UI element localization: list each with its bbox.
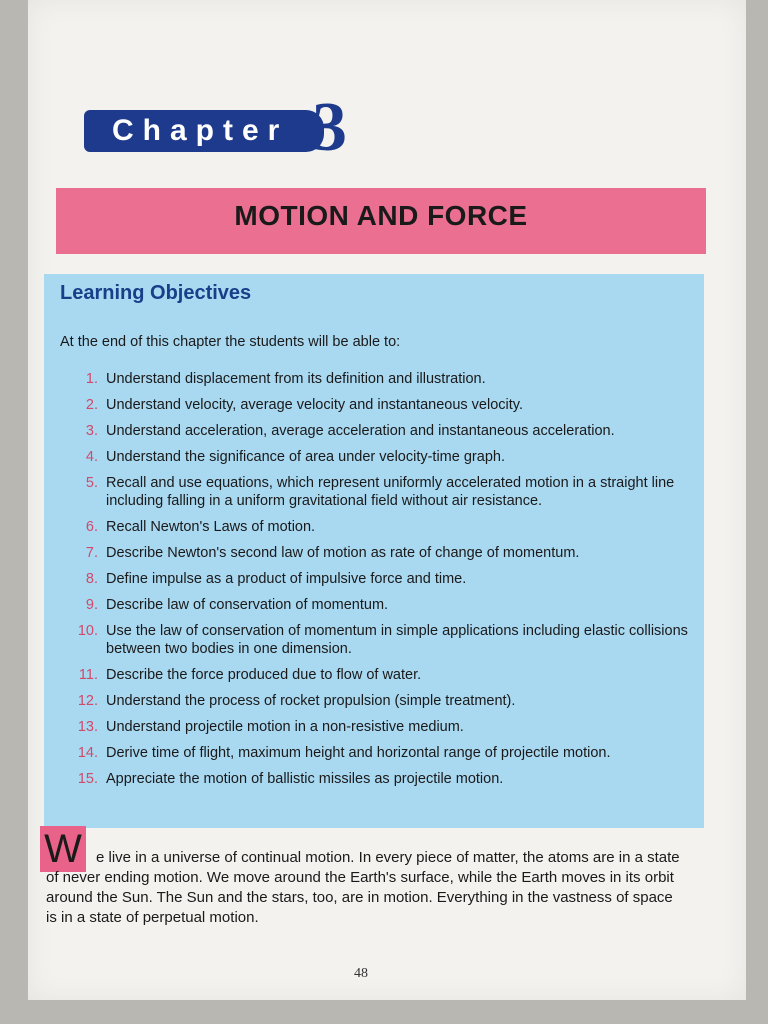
objective-number: 8. (85, 571, 98, 587)
objective-text: Define impulse as a product of impulsive force and time. (106, 571, 467, 587)
objective-number: 14. (77, 745, 98, 761)
objective-text: Recall Newton's Laws of motion. (106, 519, 316, 535)
objective-number: 10. (77, 623, 98, 639)
objective-number: 7. (85, 545, 98, 561)
chapter-number: 3 (312, 89, 347, 166)
objective-number: 5. (85, 475, 98, 491)
objective-text: Describe Newton's second law of motion as rate of change of momentum. (106, 545, 580, 561)
objective-text: Understand projectile motion in a non-resistive medium. (106, 719, 464, 735)
objective-text: Appreciate the motion of ballistic missiles as projectile motion. (106, 771, 504, 787)
objective-number: 4. (85, 449, 98, 465)
objective-number: 9. (85, 597, 98, 613)
objective-number: 15. (77, 771, 98, 787)
learning-objectives-heading: Learning Objectives (60, 282, 252, 304)
objective-number: 12. (77, 693, 98, 709)
objective-number: 1. (85, 371, 98, 387)
chapter-title-bar (56, 188, 706, 254)
objective-number: 3. (85, 423, 98, 439)
objective-text: Understand displacement from its definition and illustration. (106, 371, 486, 387)
objective-number: 11. (78, 667, 98, 683)
objective-text: Understand velocity, average velocity and instantaneous velocity. (106, 397, 523, 413)
objective-number: 13. (77, 719, 98, 735)
drop-cap-letter: W (40, 826, 86, 872)
intro-paragraph: e live in a universe of continual motion. In every piece of matter, the atoms are in a state of never ending motion. We move around the Earth's surface, while the Earth moves in its orbit around the Sun. The Sun and the stars, too, are in motion. Everything in the vastness of space is in a state of perpetual motion. (46, 849, 680, 926)
objective-number: 6. (85, 519, 98, 535)
objective-text: Recall and use equations, which represent uniformly accelerated motion in a straight line including falling in a uniform gravitational field without air resistance. (106, 475, 675, 509)
objective-text: Describe law of conservation of momentum. (106, 597, 389, 613)
chapter-label: Chapter (84, 110, 324, 152)
chapter-title: MOTION AND FORCE (234, 200, 528, 231)
objective-text: Describe the force produced due to flow of water. (106, 667, 422, 683)
page-number: 48 (354, 966, 368, 981)
learning-objectives-box (44, 274, 704, 828)
objective-text: Understand the process of rocket propulsion (simple treatment). (106, 693, 516, 709)
objective-text: Use the law of conservation of momentum in simple applications including elastic collisions between two bodies in one dimension. (106, 623, 688, 657)
objective-text: Understand acceleration, average acceleration and instantaneous acceleration. (106, 423, 615, 439)
objective-number: 2. (85, 397, 98, 413)
objective-text: Understand the significance of area under velocity-time graph. (106, 449, 505, 465)
learning-objectives-intro: At the end of this chapter the students will be able to: (60, 334, 401, 350)
objective-text: Derive time of flight, maximum height and horizontal range of projectile motion. (106, 745, 611, 761)
